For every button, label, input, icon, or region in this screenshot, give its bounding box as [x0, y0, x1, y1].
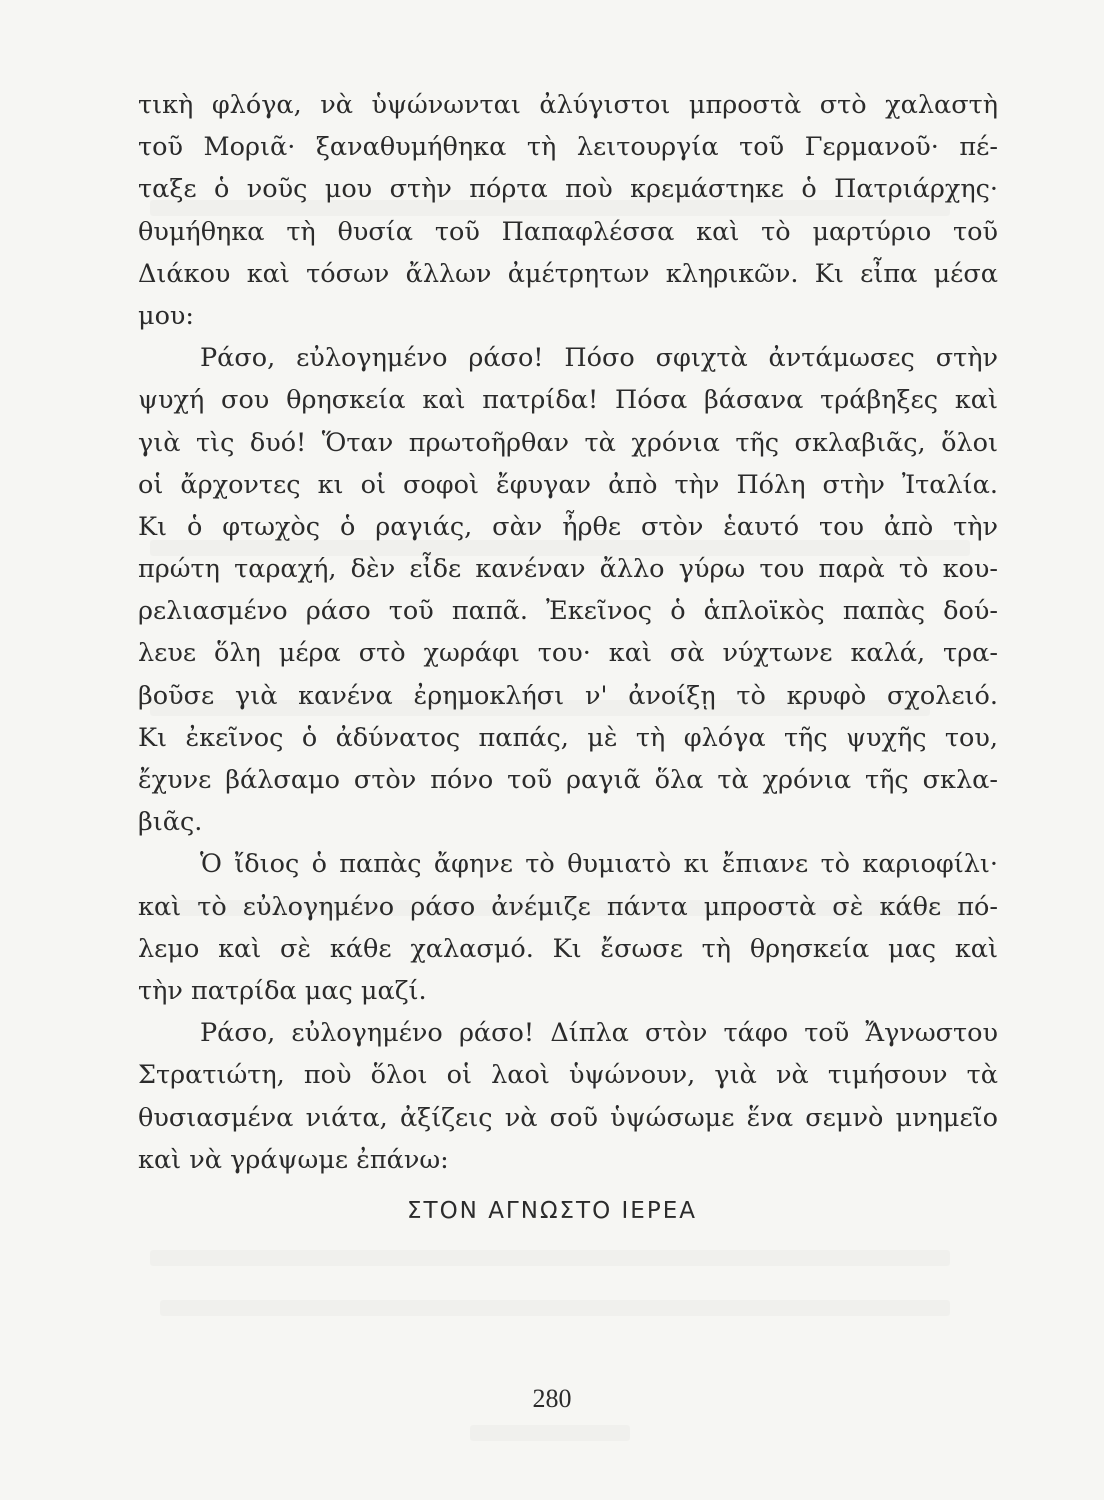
text-line: οἱ ἄρχοντες κι οἱ σοφοὶ ἔφυγαν ἀπὸ τὴν Πόλη στὴν Ἰταλία.	[138, 469, 998, 500]
text-line: ἔχυνε βάλσαμο στὸν πόνο τοῦ ραγιᾶ ὅλα τὰ χρόνια τῆς σκλα-	[138, 765, 998, 795]
text-line: λευε ὅλη μέρα στὸ χωράφι του· καὶ σὰ νύχτωνε καλά, τρα-	[138, 638, 998, 669]
text-line: καὶ τὸ εὐλογημένο ράσο ἀνέμιζε πάντα μπροστὰ σὲ κάθε πό-	[138, 891, 998, 922]
text-line: τικὴ φλόγα, νὰ ὑψώνωνται ἀλύγιστοι μπροστὰ στὸ χαλαστὴ	[138, 90, 998, 120]
text-line: τοῦ Μοριᾶ· ξαναθυμήθηκα τὴ λειτουργία τοῦ Γερμανοῦ· πέ-	[138, 132, 998, 163]
text-line: πρώτη ταραχή, δὲν εἶδε κανέναν ἄλλο γύρω του παρὰ τὸ κου-	[138, 554, 998, 585]
text-line: Στρατιώτη, ποὺ ὅλοι οἱ λαοὶ ὑψώνουν, γιὰ νὰ τιμήσουν τὰ	[138, 1060, 998, 1091]
body-text	[138, 84, 998, 1181]
text-line: Ράσο, εὐλογημένο ράσο! Δίπλα στὸν τάφο τοῦ Ἄγνωστου	[200, 1018, 998, 1049]
text-line: βοῦσε γιὰ κανένα ἐρημοκλήσι ν' ἀνοίξῃ τὸ κρυφὸ σχολειό.	[138, 680, 998, 711]
text-line: θυμήθηκα τὴ θυσία τοῦ Παπαφλέσσα καὶ τὸ μαρτύριο τοῦ	[138, 216, 998, 247]
text-line: θυσιασμένα νιάτα, ἀξίζεις νὰ σοῦ ὑψώσωμε ἕνα σεμνὸ μνημεῖο	[138, 1102, 998, 1133]
text-line: μου:	[138, 300, 195, 331]
text-line: γιὰ τὶς δυό! Ὅταν πρωτοῆρθαν τὰ χρόνια τῆς σκλαβιᾶς, ὅλοι	[138, 427, 998, 458]
text-line: ταξε ὁ νοῦς μου στὴν πόρτα ποὺ κρεμάστηκε ὁ Πατριάρχης·	[138, 174, 998, 205]
text-line: βιᾶς.	[138, 807, 203, 838]
text-line: Ράσο, εὐλογημένο ράσο! Πόσο σφιχτὰ ἀντάμωσες στὴν	[200, 343, 998, 374]
text-line: ψυχή σου θρησκεία καὶ πατρίδα! Πόσα βάσανα τράβηξες καὶ	[138, 385, 998, 416]
text-line: Κι ὁ φτωχὸς ὁ ραγιάς, σὰν ἦρθε στὸν ἑαυτό του ἀπὸ τὴν	[138, 511, 998, 542]
text-line: ρελιασμένο ράσο τοῦ παπᾶ. Ἐκεῖνος ὁ ἁπλοϊκὸς παπὰς δού-	[138, 596, 998, 627]
text-line: τὴν πατρίδα μας μαζί.	[138, 975, 427, 1006]
text-line: Ὁ ἴδιος ὁ παπὰς ἄφηνε τὸ θυμιατὸ κι ἔπιανε τὸ καριοφίλι·	[200, 849, 998, 880]
text-line: Κι ἐκεῖνος ὁ ἀδύνατος παπάς, μὲ τὴ φλόγα τῆς ψυχῆς του,	[138, 722, 998, 753]
text-line: λεμο καὶ σὲ κάθε χαλασμό. Κι ἔσωσε τὴ θρησκεία μας καὶ	[138, 933, 998, 964]
page-number: 280	[532, 1384, 572, 1413]
section-heading: ΣΤΟΝ ΑΓΝΩΣΤΟ ΙΕΡΕΑ	[407, 1198, 697, 1224]
text-line: Διάκου καὶ τόσων ἄλλων ἀμέτρητων κληρικῶν. Κι εἶπα μέσα	[138, 258, 998, 289]
text-line: καὶ νὰ γράψωμε ἐπάνω:	[138, 1144, 449, 1175]
